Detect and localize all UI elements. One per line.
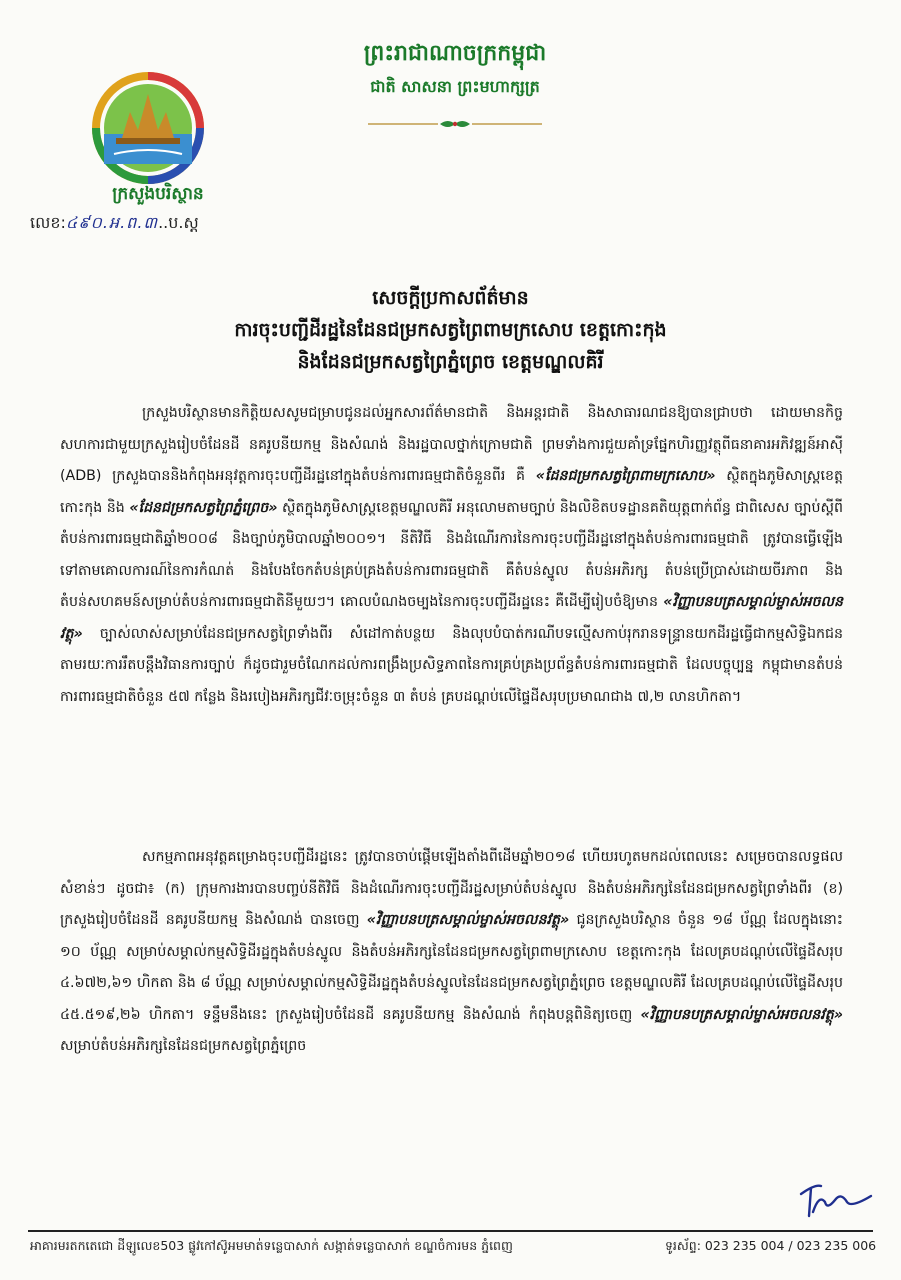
document-subtitle-line-1: ការចុះបញ្ជីដីរដ្ឋនៃដែនជម្រកសត្វព្រៃពាមក្រសោប ខេត្តកោះកុង [234,319,667,341]
document-title: សេចក្តីប្រកាសព័ត៌មាន [372,287,529,309]
p1-text-d: ច្បាស់លាស់សម្រាប់ដែនជម្រកសត្វព្រៃទាំងពីរ សំដៅកាត់បន្ថយ និងលុបបំបាត់ករណីបទល្មើសកាប់រុករានទន្ទ្រានយកដីរដ្ឋធ្វើជាកម្មសិទ្ធិឯកជនតាមរយៈការរឹតបន្តឹងវិធានការច្បាប់ ក៏ដូចជារួមចំណែកដល់ការពង្រឹងប្រសិទ្ធភាពនៃការគ្រប់គ្រងប្រព័ន្ធតំបន់ការពារធម្មជាតិ ដែលបច្ចុប្បន្ន កម្ពុជាមានតំបន់ការពារធម្មជាតិចំនួន ៥៧ កន្លែង និងរបៀងអភិរក្សជីវៈចម្រុះចំនួន ៣ តំបន់ គ្របដណ្តប់លើផ្ទៃដីសរុបប្រមាណជាង ៧,២ លានហិកតា។ [60,625,843,705]
ministry-logo-icon [92,72,204,184]
signature-initial-icon [795,1172,875,1222]
reference-label: លេខ: [30,213,66,232]
p1-emphasis-3: «វិញ្ញាបនបត្រសម្គាល់ម្ចាស់អចលនវត្ថុ» [60,594,843,642]
p1-text-a: ក្រសួងបរិស្ថានមានកិត្តិយសសូមជម្រាបជូនដល់អ្នកសារព័ត៌មានជាតិ និងអន្តរជាតិ និងសាធារណជនឱ្យបានជ្រាបថា ដោយមានកិច្ចសហការជាមួយក្រសួងរៀបចំដែនដី នគរូបនីយកម្ម និងសំណង់ និងរដ្ឋបាលថ្នាក់ក្រោមជាតិ ព្រមទាំងការជួយគាំទ្រផ្នែកហិរញ្ញវត្ថុពីធនាគារអភិវឌ្ឍន៍អាស៊ី (ADB) ក្រសួងបាននិងកំពុងអនុវត្តការចុះបញ្ជីដីរដ្ឋនៅក្នុងតំបន់ការពារធម្មជាតិចំនួនពីរ គឺ [60,405,843,484]
national-motto: ជាតិ សាសនា ព្រះមហាក្សត្រ [370,77,540,96]
kingdom-heading: ព្រះរាជាណាចក្រកម្ពុជា [363,40,547,66]
document-subtitle-line-2: និងដែនជម្រកសត្វព្រៃភ្នំព្រេច ខេត្តមណ្ឌលគិរី [297,351,604,373]
p2-text-b: ជូនក្រសួងបរិស្ថាន ចំនួន ១៨ ប័ណ្ណ ដែលក្នុងនោះ ១០ ប័ណ្ណ សម្រាប់សម្គាល់កម្មសិទ្ធិដីរដ្ឋក្នុងតំបន់ស្នូល និងតំបន់អភិរក្សនៃដែនជម្រកសត្វព្រៃពាមក្រសោប ខេត្តកោះកុង ដែលគ្របដណ្តប់លើផ្ទៃដីសរុប ៤.៦៧២,៦១ ហិកតា និង ៨ ប័ណ្ណ សម្រាប់សម្គាល់កម្មសិទ្ធិដីរដ្ឋក្នុងតំបន់ស្នូលនៃដែនជម្រកសត្វព្រៃភ្នំព្រេច ខេត្តមណ្ឌលគិរី ដែលគ្របដណ្តប់លើផ្ទៃដីសរុប ៤៥.៥១៩,២៦ ហិកតា។ ទន្ទឹមនឹងនេះ ក្រសួងរៀបចំដែនដី នគរូបនីយកម្ម និងសំណង់ កំពុងបន្តពិនិត្យចេញ [60,912,843,1023]
reference-number [30,212,350,236]
reference-handwritten-number: ៤៩០.អ.ព.៣ [65,213,159,232]
p2-emphasis-1: «វិញ្ញាបនបត្រសម្គាល់ម្ចាស់អចលនវត្ថុ» [366,912,570,928]
ornament-divider [368,118,542,130]
body-paragraph-1 [60,398,843,713]
p1-emphasis-2: «ដែនជម្រកសត្វព្រៃភ្នំព្រេច» [129,499,278,516]
footer-divider [28,1230,873,1232]
ministry-name: ក្រសួងបរិស្ថាន [112,184,204,204]
footer-phone: ទូរស័ព្ទ: 023 235 004 / 023 235 006 [665,1238,877,1253]
p2-text-a: សកម្មភាពអនុវត្តគម្រោងចុះបញ្ជីដីរដ្ឋនេះ ត្រូវបានចាប់ផ្តើមឡើងតាំងពីដើមឆ្នាំ២០១៨ ហើយរហូតមកដល់ពេលនេះ សម្រេចបានលទ្ធផលសំខាន់ៗ ដូចជា៖ (ក) ក្រុមការងារបានបញ្ចប់នីតិវិធី និងដំណើរការចុះបញ្ជីដីរដ្ឋសម្រាប់តំបន់ស្នូល និងតំបន់អភិរក្សនៃដែនជម្រកសត្វព្រៃទាំងពីរ (ខ) ក្រសួងរៀបចំដែនដី នគរូបនីយកម្ម និងសំណង់ បានចេញ [60,849,843,928]
p1-text-c: ស្ថិតក្នុងភូមិសាស្ត្រខេត្តមណ្ឌលគិរី អនុលោមតាមច្បាប់ និងលិខិតបទដ្ឋានគតិយុត្តពាក់ព័ន្ធ ជាពិសេស ច្បាប់ស្តីពីតំបន់ការពារធម្មជាតិឆ្នាំ២០០៨ និងច្បាប់ភូមិបាលឆ្នាំ២០០១។ នីតិវិធី និងដំណើរការនៃការចុះបញ្ជីដីរដ្ឋនៅក្នុងតំបន់ការពារធម្មជាតិ ត្រូវបានធ្វើឡើងទៅតាមគោលការណ៍នៃការកំណត់ និងបែងចែកតំបន់គ្រប់គ្រងតំបន់ការពារធម្មជាតិ គឺតំបន់ស្នូល តំបន់អភិរក្ស តំបន់ប្រើប្រាស់ដោយចីរភាព និងតំបន់សហគមន៍សម្រាប់តំបន់ការពារធម្មជាតិនីមួយៗ។ គោលបំណងចម្បងនៃការចុះបញ្ជីដីរដ្ឋនេះ គឺដើម្បីរៀបចំឱ្យមាន [60,499,843,610]
footer-address: អាគារមរតកតេជោ ដីឡូលេខ503 ផ្លូវកៅស៊ូអមមាត់ទន្លេបាសាក់ សង្កាត់ទន្លេបាសាក់ ខណ្ឌចំការមន ភ្នំពេញ [30,1238,513,1253]
body-paragraph-2 [60,842,843,1063]
p2-text-c: សម្រាប់តំបន់អភិរក្សនៃដែនជម្រកសត្វព្រៃភ្នំព្រេច [60,1038,307,1054]
p1-text-b: ស្ថិតក្នុងភូមិសាស្ត្រខេត្តកោះកុង និង [60,468,843,516]
p1-emphasis-1: «ដែនជម្រកសត្វព្រៃពាមក្រសោប» [535,468,716,484]
p2-emphasis-2: «វិញ្ញាបនបត្រសម្គាល់ម្ចាស់អចលនវត្ថុ» [640,1006,843,1023]
reference-suffix: ..ប.ស្ត [158,213,199,232]
